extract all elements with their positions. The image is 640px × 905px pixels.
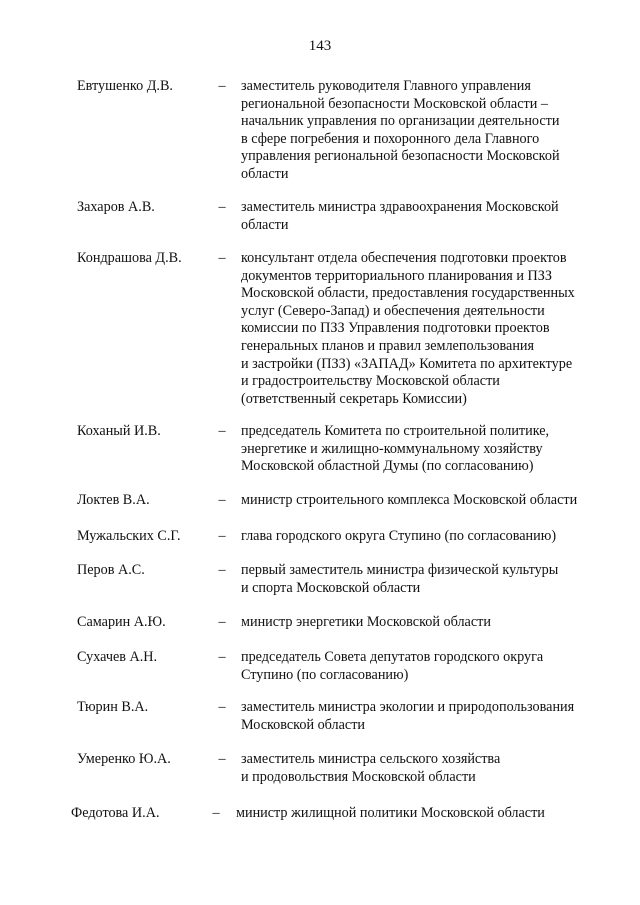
member-name: Коханый И.В.: [77, 423, 161, 439]
role-line: заместитель министра здравоохранения Московской: [241, 199, 559, 215]
member-name: Федотова И.А.: [71, 805, 160, 821]
role-line: министр жилищной политики Московской области: [236, 805, 545, 821]
role-line: консультант отдела обеспечения подготовки проектов: [241, 250, 567, 266]
role-line: министр строительного комплекса Московской области: [241, 492, 578, 508]
member-name: Мужальских С.Г.: [77, 528, 181, 544]
member-role: [241, 492, 613, 510]
dash-separator: –: [218, 423, 226, 439]
dash-separator: –: [212, 805, 220, 821]
dash-separator: –: [218, 562, 226, 578]
member-role: [241, 250, 613, 408]
role-line: (ответственный секретарь Комиссии): [241, 390, 467, 407]
role-line: заместитель министра сельского хозяйства: [241, 751, 501, 767]
role-line: услуг (Северо-Запад) и обеспечения деятельности: [241, 302, 545, 319]
role-line: документов территориального планирования и ПЗЗ: [241, 267, 552, 284]
role-line: региональной безопасности Московской области –: [241, 95, 548, 112]
member-name: Тюрин В.А.: [77, 699, 149, 715]
dash-separator: –: [218, 751, 226, 767]
member-name: Сухачев А.Н.: [77, 649, 158, 665]
member-role: [241, 614, 613, 632]
role-line: в сфере погребения и похоронного дела Главного: [241, 130, 540, 147]
member-role: [236, 805, 608, 823]
member-role: [241, 699, 613, 734]
role-line: заместитель руководителя Главного управления: [241, 78, 531, 94]
member-name: Умеренко Ю.А.: [77, 751, 171, 767]
member-name: Кондрашова Д.В.: [77, 250, 182, 266]
role-line: Московской области, предоставления государственных: [241, 285, 575, 302]
role-line: Ступино (по согласованию): [241, 666, 409, 683]
dash-separator: –: [218, 614, 226, 630]
role-line: председатель Совета депутатов городского округа: [241, 649, 544, 665]
member-name: Перов А.С.: [77, 562, 145, 578]
dash-separator: –: [218, 492, 226, 508]
member-role: [241, 562, 613, 597]
role-line: заместитель министра экологии и природопользования: [241, 699, 575, 715]
member-name: Локтев В.А.: [77, 492, 150, 508]
role-line: и спорта Московской области: [241, 579, 421, 596]
member-name: Евтушенко Д.В.: [77, 78, 173, 94]
role-line: начальник управления по организации деятельности: [241, 113, 560, 130]
role-line: Московской области: [241, 716, 366, 733]
role-line: и градостроительству Московской области: [241, 373, 500, 390]
role-line: управления региональной безопасности Московской: [241, 148, 560, 165]
role-line: комиссии по ПЗЗ Управления подготовки проектов: [241, 320, 550, 337]
role-line: и застройки (ПЗЗ) «ЗАПАД» Комитета по архитектуре: [241, 355, 573, 372]
member-role: [241, 199, 613, 234]
role-line: области: [241, 165, 289, 182]
member-name: Захаров А.В.: [77, 199, 155, 215]
member-role: [241, 528, 613, 546]
dash-separator: –: [218, 649, 226, 665]
role-line: области: [241, 216, 289, 233]
role-line: Московской областной Думы (по согласованию): [241, 458, 534, 475]
member-role: [241, 78, 613, 184]
role-line: генеральных планов и правил землепользования: [241, 337, 535, 354]
role-line: энергетике и жилищно-коммунальному хозяйству: [241, 440, 543, 457]
role-line: и продовольствия Московской области: [241, 768, 476, 785]
member-role: [241, 423, 613, 476]
dash-separator: –: [218, 699, 226, 715]
member-name: Самарин А.Ю.: [77, 614, 166, 630]
role-line: первый заместитель министра физической культуры: [241, 562, 559, 578]
dash-separator: –: [218, 250, 226, 266]
dash-separator: –: [218, 199, 226, 215]
member-role: [241, 649, 613, 684]
page-number: 143: [308, 38, 332, 54]
dash-separator: –: [218, 78, 226, 94]
role-line: председатель Комитета по строительной политике,: [241, 423, 550, 439]
role-line: министр энергетики Московской области: [241, 614, 491, 630]
member-role: [241, 751, 613, 786]
dash-separator: –: [218, 528, 226, 544]
role-line: глава городского округа Ступино (по согласованию): [241, 528, 557, 544]
